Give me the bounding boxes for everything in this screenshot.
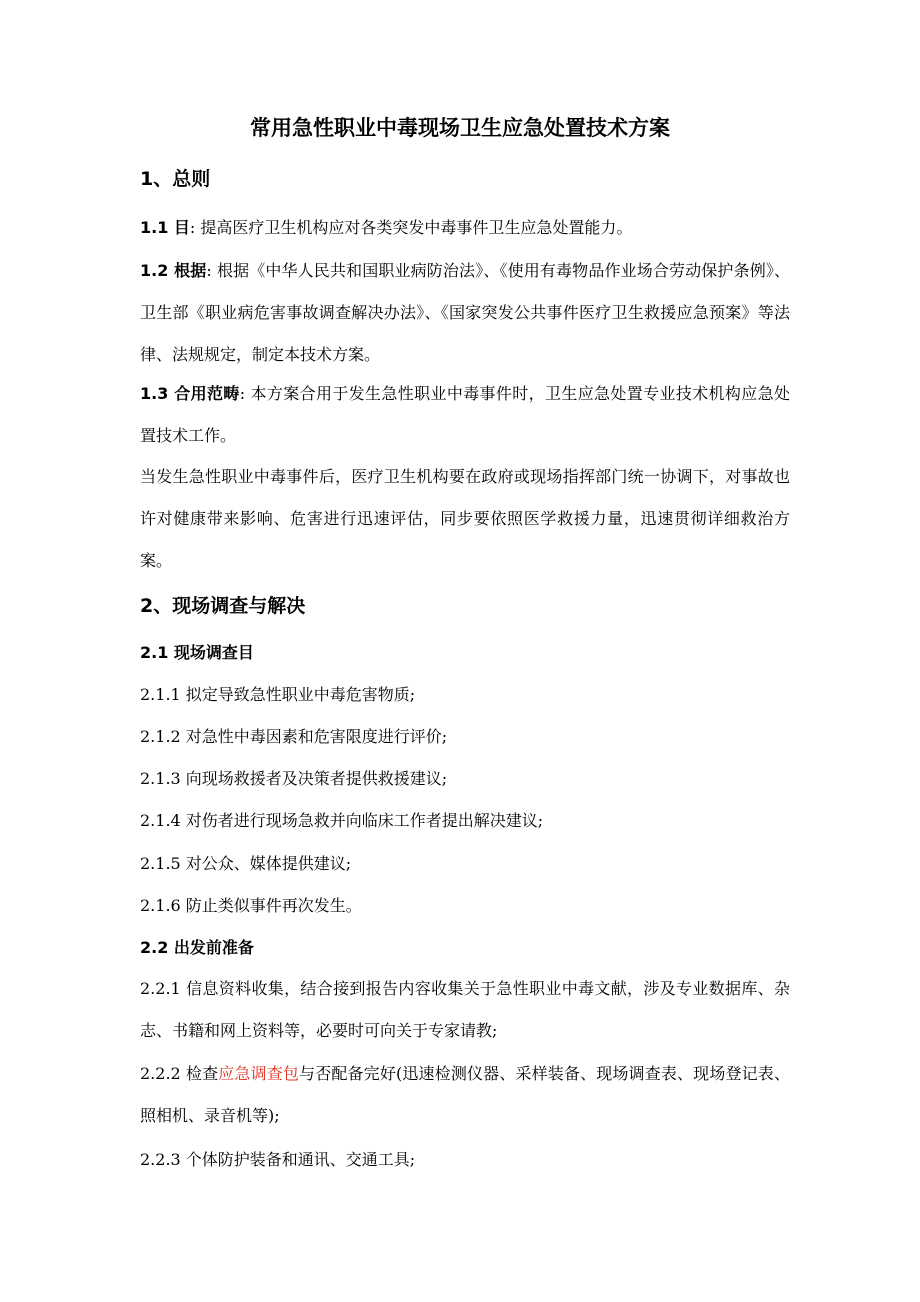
- paragraph-label: 1.2 根据: [140, 261, 207, 280]
- subheading-preparation: 2.2 出发前准备: [140, 938, 254, 957]
- paragraph-text-suffix: 与否配备完好(迅速检测仪器、采样装备、现场调查表、现场登记表、照相机、录音机等);: [140, 1064, 790, 1125]
- paragraph-scope: [140, 373, 790, 457]
- highlighted-term-emergency-kit: 应急调查包: [218, 1064, 300, 1083]
- list-item: 2.1.4 对伤者进行现场急救并向临床工作者提出解决建议;: [140, 811, 544, 830]
- section-heading-general: 1、总则: [140, 168, 211, 190]
- paragraph-label: 1.1 目: [140, 218, 190, 237]
- paragraph-label: 1.3 合用范畴: [140, 384, 240, 403]
- paragraph-purpose: [140, 207, 790, 249]
- paragraph-information-collection: 2.2.1 信息资料收集，结合接到报告内容收集关于急性职业中毒文献，涉及专业数据库、杂志、书籍和网上资料等，必要时可向关于专家请教;: [140, 979, 790, 1040]
- paragraph-check-kit: [140, 1053, 790, 1137]
- list-item: 2.2.3 个体防护装备和通讯、交通工具;: [140, 1150, 416, 1169]
- paragraph-basis: [140, 250, 790, 376]
- list-item: 2.1.3 向现场救援者及决策者提供救援建议;: [140, 769, 448, 788]
- paragraph-response: 当发生急性职业中毒事件后，医疗卫生机构要在政府或现场指挥部门统一协调下，对事故也许对健康带来影响、危害进行迅速评估，同步要依照医学救援力量，迅速贯彻详细救治方案。: [140, 467, 790, 570]
- paragraph-text: : 提高医疗卫生机构应对各类突发中毒事件卫生应急处置能力。: [189, 218, 633, 237]
- section-heading-investigation: 2、现场调查与解决: [140, 595, 306, 617]
- paragraph-text: : 根据《中华人民共和国职业病防治法》、《使用有毒物品作业场合劳动保护条例》、卫生部《职业病危害事故调查解决办法》、《国家突发公共事件医疗卫生救援应急预案》等法律、法规规定，制定本技术方案。: [140, 261, 790, 364]
- subheading-investigation-purpose: 2.1 现场调查目: [140, 643, 254, 662]
- list-item: 2.1.1 拟定导致急性职业中毒危害物质;: [140, 685, 416, 704]
- document-title: 常用急性职业中毒现场卫生应急处置技术方案: [250, 116, 670, 140]
- list-item: 2.1.2 对急性中毒因素和危害限度进行评价;: [140, 727, 448, 746]
- paragraph-text: : 本方案合用于发生急性职业中毒事件时，卫生应急处置专业技术机构应急处置技术工作。: [140, 384, 790, 445]
- paragraph-text-prefix: 2.2.2 检查: [140, 1064, 219, 1083]
- list-item: 2.1.5 对公众、媒体提供建议;: [140, 854, 352, 873]
- list-item: 2.1.6 防止类似事件再次发生。: [140, 896, 362, 915]
